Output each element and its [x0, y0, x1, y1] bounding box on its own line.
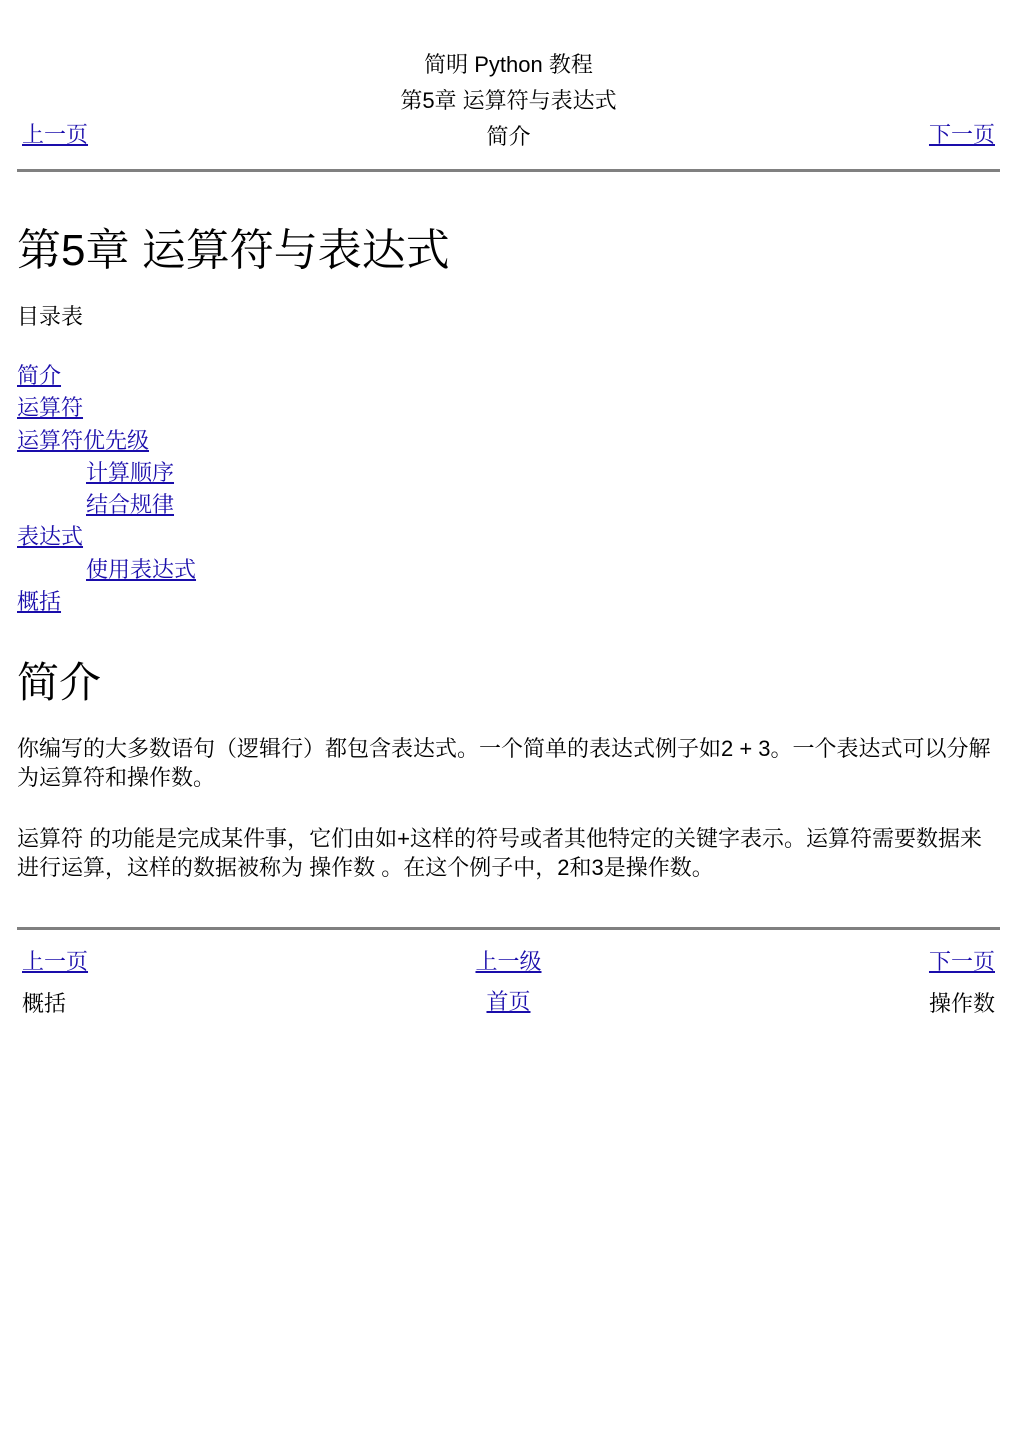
- footer-nav: [17, 945, 1000, 977]
- current-section-label: 简介: [486, 124, 531, 149]
- section-heading: 简介: [17, 659, 102, 706]
- footer-titles: [17, 985, 1000, 1017]
- toc-link-expressions[interactable]: 表达式: [17, 524, 84, 550]
- footer-divider: [17, 927, 1000, 930]
- book-title: 简明 Python 教程: [424, 52, 593, 77]
- toc-link-operators[interactable]: 运算符: [17, 395, 84, 421]
- intro-paragraph-2: 运算符 的功能是完成某件事，它们由如+这样的符号或者其他特定的关键字表示。运算符需要数据来进行运算，这样的数据被称为 操作数 。在这个例子中，2和3是操作数。: [17, 826, 982, 880]
- intro-paragraph-1: 你编写的大多数语句（逻辑行）都包含表达式。一个简单的表达式例子如2 + 3。一个表达式可以分解为运算符和操作数。: [17, 736, 991, 790]
- footer-next-title: 操作数: [928, 991, 995, 1016]
- footer-up-link[interactable]: 上一级: [475, 949, 542, 974]
- toc-link-using-expressions[interactable]: 使用表达式: [86, 556, 197, 582]
- header-nav: [17, 118, 1000, 150]
- footer-prev-link[interactable]: 上一页: [22, 949, 89, 974]
- footer-prev-title: 概括: [22, 991, 67, 1016]
- toc-link-associativity[interactable]: 结合规律: [86, 492, 175, 518]
- footer-home-link[interactable]: 首页: [486, 989, 531, 1014]
- footer-next-link[interactable]: 下一页: [928, 949, 995, 974]
- toc-link-evaluation-order[interactable]: 计算顺序: [86, 459, 175, 485]
- header-divider: [17, 169, 1000, 172]
- toc-link-operator-precedence[interactable]: 运算符优先级: [17, 427, 150, 453]
- toc-title: 目录表: [17, 304, 84, 329]
- toc-link-summary[interactable]: 概括: [17, 589, 62, 615]
- header-next-link[interactable]: 下一页: [928, 122, 995, 147]
- chapter-title: 第5章 运算符与表达式: [400, 88, 617, 113]
- header-prev-link[interactable]: 上一页: [22, 122, 89, 147]
- toc-link-intro[interactable]: 简介: [17, 363, 62, 388]
- table-of-contents: [17, 360, 196, 618]
- page-title: 第5章 运算符与表达式: [17, 226, 450, 275]
